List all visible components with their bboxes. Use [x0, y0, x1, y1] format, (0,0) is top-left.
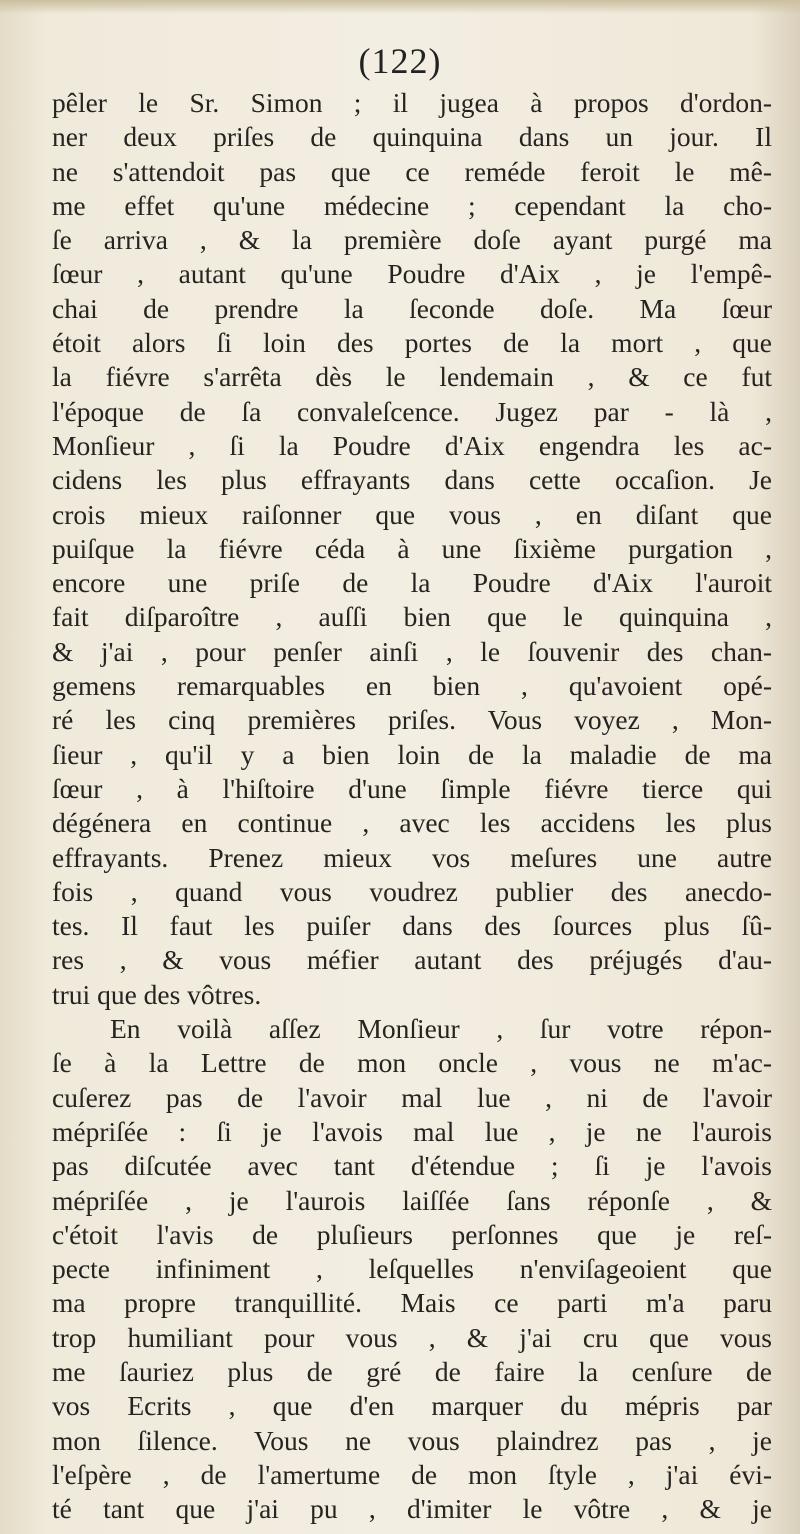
text-line: ſieur , qu'il y a bien loin de la maladie de ma: [52, 738, 772, 770]
page-top-edge: [0, 0, 800, 14]
text-line: gemens remarquables en bien , qu'avoient opé-: [52, 670, 772, 702]
text-line: la fiévre s'arrêta dès le lendemain , & ce fut: [52, 361, 772, 393]
text-line: ma propre tranquillité. Mais ce parti m'a paru: [52, 1287, 772, 1319]
text-line: mépriſée , je l'aurois laiſſée ſans réponſe , &: [52, 1184, 772, 1216]
text-line: fois , quand vous voudrez publier des anecdo-: [52, 875, 772, 907]
text-line: encore une priſe de la Poudre d'Aix l'auroit: [52, 567, 772, 599]
text-line: ſœur , à l'hiſtoire d'une ſimple fiévre tierce qui: [52, 772, 772, 804]
text-line: ſe à la Lettre de mon oncle , vous ne m'ac-: [52, 1047, 772, 1079]
text-line: me effet qu'une médecine ; cependant la cho-: [52, 189, 772, 221]
text-line: ſœur , autant qu'une Poudre d'Aix , je l'empê-: [52, 258, 772, 290]
text-line: crois mieux raiſonner que vous , en diſant que: [52, 498, 772, 530]
text-line: cidens les plus effrayants dans cette occaſion. Je: [52, 464, 772, 496]
text-line: res , & vous méfier autant des préjugés d'au-: [52, 944, 772, 976]
text-line: Monſieur , ſi la Poudre d'Aix engendra les ac-: [52, 429, 772, 461]
text-line: ne s'attendoit pas que ce reméde feroit le mê-: [52, 155, 772, 187]
text-line: pas diſcutée avec tant d'étendue ; ſi je l'avois: [52, 1150, 772, 1182]
text-line: mon ſilence. Vous ne vous plaindrez pas , je: [52, 1424, 772, 1456]
text-line: ré les cinq premières priſes. Vous voyez , Mon-: [52, 704, 772, 736]
text-line: & j'ai , pour penſer ainſi , le ſouvenir des chan-: [52, 635, 772, 667]
text-line: mépriſée : ſi je l'avois mal lue , je ne l'aurois: [52, 1115, 772, 1147]
text-line: chai de prendre la ſeconde doſe. Ma ſœur: [52, 292, 772, 324]
text-line: pecte infiniment , leſquelles n'enviſageoient que: [52, 1253, 772, 1285]
page-number: (122): [358, 41, 442, 81]
text-line: effrayants. Prenez mieux vos meſures une autre: [52, 841, 772, 873]
text-line: tes. Il faut les puiſer dans des ſources plus ſû-: [52, 910, 772, 942]
text-line: l'époque de ſa convaleſcence. Jugez par - là ,: [52, 395, 772, 427]
paragraph-start-line: En voilà aſſez Monſieur , ſur votre répon-: [110, 1013, 772, 1045]
body-text: [52, 86, 772, 1526]
text-line: cuſerez pas de l'avoir mal lue , ni de l'avoir: [52, 1081, 772, 1113]
text-line: pêler le Sr. Simon ; il jugea à propos d'ordon-: [52, 87, 772, 118]
paragraph-end-line: trui que des vôtres.: [52, 978, 262, 1010]
text-line: c'étoit l'avis de pluſieurs perſonnes que je reſ-: [52, 1218, 772, 1250]
text-line: étoit alors ſi loin des portes de la mort , que: [52, 327, 772, 359]
text-line: té tant que j'ai pu , d'imiter le vôtre , & je: [52, 1493, 772, 1525]
text-line: dégénera en continue , avec les accidens les plus: [52, 807, 772, 839]
text-line: ner deux priſes de quinquina dans un jour. Il: [52, 121, 772, 153]
text-line: puiſque la fiévre céda à une ſixième purgation ,: [52, 532, 772, 564]
text-line: vos Ecrits , que d'en marquer du mépris par: [52, 1390, 772, 1422]
text-line: ſe arriva , & la première doſe ayant purgé ma: [52, 224, 772, 256]
text-line: trop humiliant pour vous , & j'ai cru que vous: [52, 1321, 772, 1353]
text-line: me ſauriez plus de gré de faire la cenſure de: [52, 1355, 772, 1387]
text-line: fait diſparoître , auſſi bien que le quinquina ,: [52, 601, 772, 633]
text-line: l'eſpère , de l'amertume de mon ſtyle , j'ai évi-: [52, 1458, 772, 1490]
